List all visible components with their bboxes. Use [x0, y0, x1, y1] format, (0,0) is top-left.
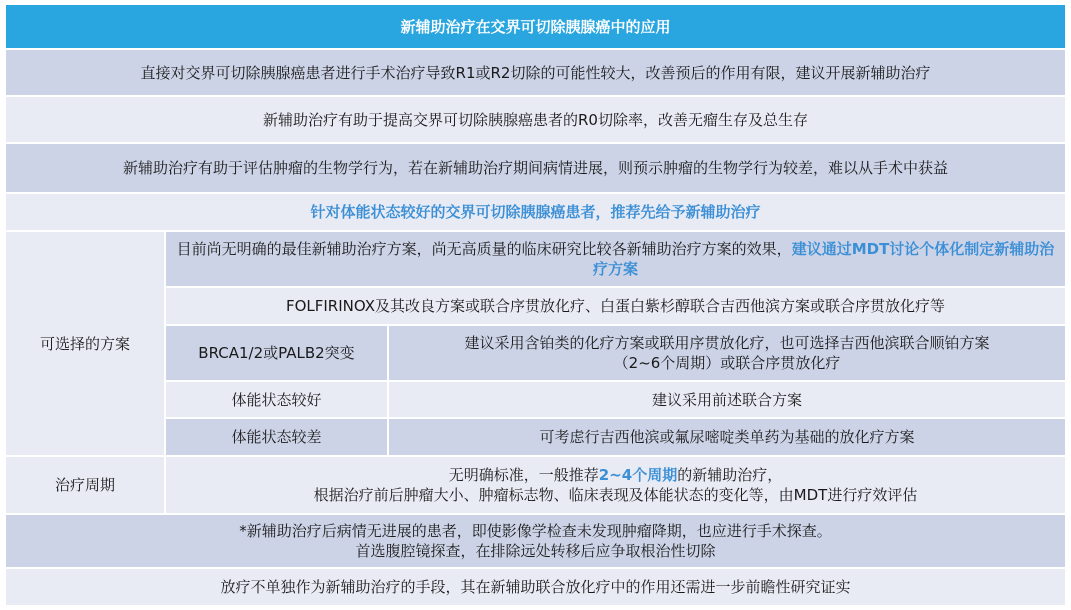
cycle-line-1-pre: 无明确标准，一般推荐 — [448, 466, 599, 484]
table-title: 新辅助治疗在交界可切除胰腺癌中的应用 — [6, 5, 1065, 50]
recommendation-row: 针对体能状态较好的交界可切除胰腺癌患者，推荐先给予新辅助治疗 — [6, 192, 1065, 230]
brca-label: BRCA1/2或PALB2突变 — [164, 324, 387, 380]
good-status-text: 建议采用前述联合方案 — [387, 380, 1065, 417]
row-biology: 新辅助治疗有助于评估肿瘤的生物学行为，若在新辅助治疗期间病情进展，则预示肿瘤的生物学行为较差，难以从手术中获益 — [6, 142, 1065, 192]
regimens-cell: FOLFIRINOX及其改良方案或联合序贯放化疗、白蛋白紫杉醇联合吉西他滨方案或联合序贯放化疗等 — [164, 286, 1065, 324]
mdt-text: 目前尚无明确的最佳新辅助治疗方案，尚无高质量的临床研究比较各新辅助治疗方案的效果， — [176, 240, 792, 258]
brca-line-2: （2~6个周期）或联合序贯放化疗 — [613, 354, 841, 372]
footer-row: 放疗不单独作为新辅助治疗的手段，其在新辅助联合放化疗中的作用还需进一步前瞻性研究证实 — [6, 567, 1065, 605]
cycle-line-1 — [314, 465, 918, 485]
mdt-highlight: 建议通过MDT讨论个体化制定新辅助治疗方案 — [592, 240, 1055, 278]
note-row — [6, 513, 1065, 567]
cycle-line-2: 根据治疗前后肿瘤大小、肿瘤标志物、临床表现及体能状态的变化等，由MDT进行疗效评估 — [313, 486, 918, 504]
guideline-table — [6, 5, 1065, 605]
note-line-1: *新辅助治疗后病情无进展的患者，即使影像学检查未发现肿瘤降期，也应进行手术探查。 — [239, 522, 832, 540]
poor-status-label: 体能状态较差 — [164, 417, 387, 455]
mdt-cell — [164, 230, 1065, 286]
options-label: 可选择的方案 — [6, 230, 164, 455]
cycle-label: 治疗周期 — [6, 455, 164, 513]
cycle-highlight: 2~4个周期 — [598, 466, 678, 484]
note-line-2: 首选腹腔镜探查，在排除远处转移后应争取根治性切除 — [355, 542, 716, 560]
cycle-line-1-post: 的新辅助治疗， — [677, 466, 783, 484]
brca-text — [387, 324, 1065, 380]
good-status-label: 体能状态较好 — [164, 380, 387, 417]
row-surgery-risk: 直接对交界可切除胰腺癌患者进行手术治疗导致R1或R2切除的可能性较大，改善预后的作用有限，建议开展新辅助治疗 — [6, 50, 1065, 95]
row-r0-rate: 新辅助治疗有助于提高交界可切除胰腺癌患者的R0切除率，改善无瘤生存及总生存 — [6, 95, 1065, 142]
brca-line-1: 建议采用含铂类的化疗方案或联用序贯放化疗，也可选择吉西他滨联合顺铂方案 — [464, 334, 990, 352]
poor-status-text: 可考虑行吉西他滨或氟尿嘧啶类单药为基础的放化疗方案 — [387, 417, 1065, 455]
cycle-text — [164, 455, 1065, 513]
